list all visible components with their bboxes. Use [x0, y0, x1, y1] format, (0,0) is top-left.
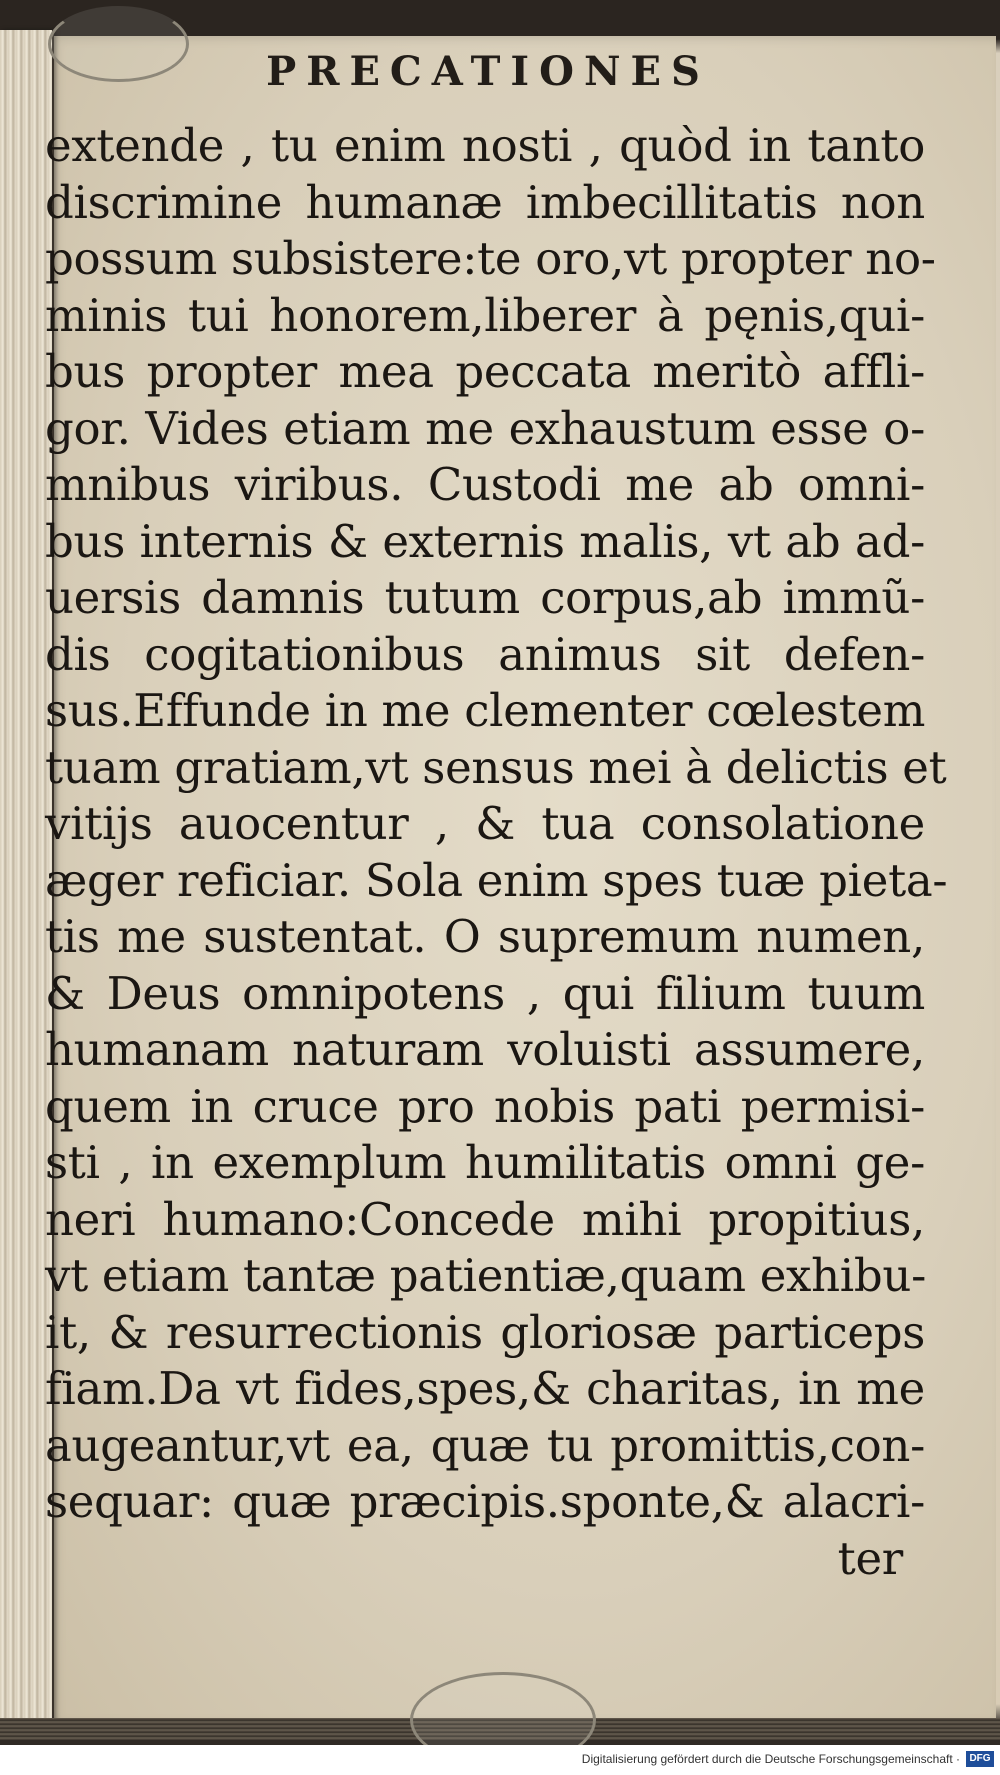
- text-line: discrimine humanæ imbecillitatis non: [45, 175, 925, 229]
- text-line: quem in cruce pro nobis pati permisi-: [45, 1079, 925, 1133]
- text-line: vitijs auocentur , & tua consolatione: [45, 797, 925, 850]
- running-header: PRECATIONES: [266, 48, 710, 95]
- text-line: uersis damnis tutum corpus,ab immũ-: [45, 571, 925, 624]
- footer-credit: Digitalisierung gefördert durch die Deutsche Forschungsgemeinschaft ·: [581, 1752, 960, 1766]
- text-line: possum subsistere:te oro,vt propter no-: [45, 232, 936, 285]
- text-line: tuam gratiam,vt sensus mei à delictis et: [45, 740, 947, 794]
- footer-bar: [0, 1745, 1000, 1775]
- text-line: vt etiam tantæ patientiæ,quam exhibu-: [45, 1249, 926, 1302]
- text-line: gor. Vides etiam me exhaustum esse o-: [45, 401, 925, 455]
- text-line: bus propter mea peccata meritò affli-: [45, 345, 925, 398]
- dfg-logo-icon: DFG: [966, 1751, 994, 1767]
- text-line: it, & resurrectionis gloriosæ particeps: [45, 1305, 925, 1359]
- text-line: humanam naturam voluisti assumere,: [45, 1023, 925, 1076]
- text-line: æger reficiar. Sola enim spes tuæ pieta-: [45, 853, 948, 907]
- catchword: ter: [837, 1531, 903, 1585]
- text-line: sti , in exemplum humilitatis omni ge-: [45, 1136, 925, 1189]
- text-line: fiam.Da vt fides,spes,& charitas, in me: [45, 1362, 925, 1415]
- text-line: neri humano:Concede mihi propitius,: [45, 1192, 925, 1246]
- text-line: bus internis & externis malis, vt ab ad-: [45, 514, 925, 568]
- body-text: [45, 118, 948, 1587]
- text-line: sequar: quæ præcipis.sponte,& alacri-: [45, 1475, 925, 1528]
- text-line: sus.Effunde in me clementer cœlestem: [45, 684, 926, 737]
- text-line: & Deus omnipotens , qui filium tuum: [45, 966, 925, 1020]
- text-line: dis cogitationibus animus sit defen-: [45, 627, 925, 681]
- text-line: tis me sustentat. O supremum numen,: [45, 910, 925, 963]
- glass-clip-icon: [48, 6, 189, 82]
- text-line: augeantur,vt ea, quæ tu promittis,con-: [45, 1418, 925, 1472]
- text-line: mnibus viribus. Custodi me ab omni-: [45, 458, 925, 511]
- text-line: minis tui honorem,liberer à pęnis,qui-: [45, 288, 925, 342]
- text-line: extende , tu enim nosti , quòd in tanto: [45, 119, 925, 172]
